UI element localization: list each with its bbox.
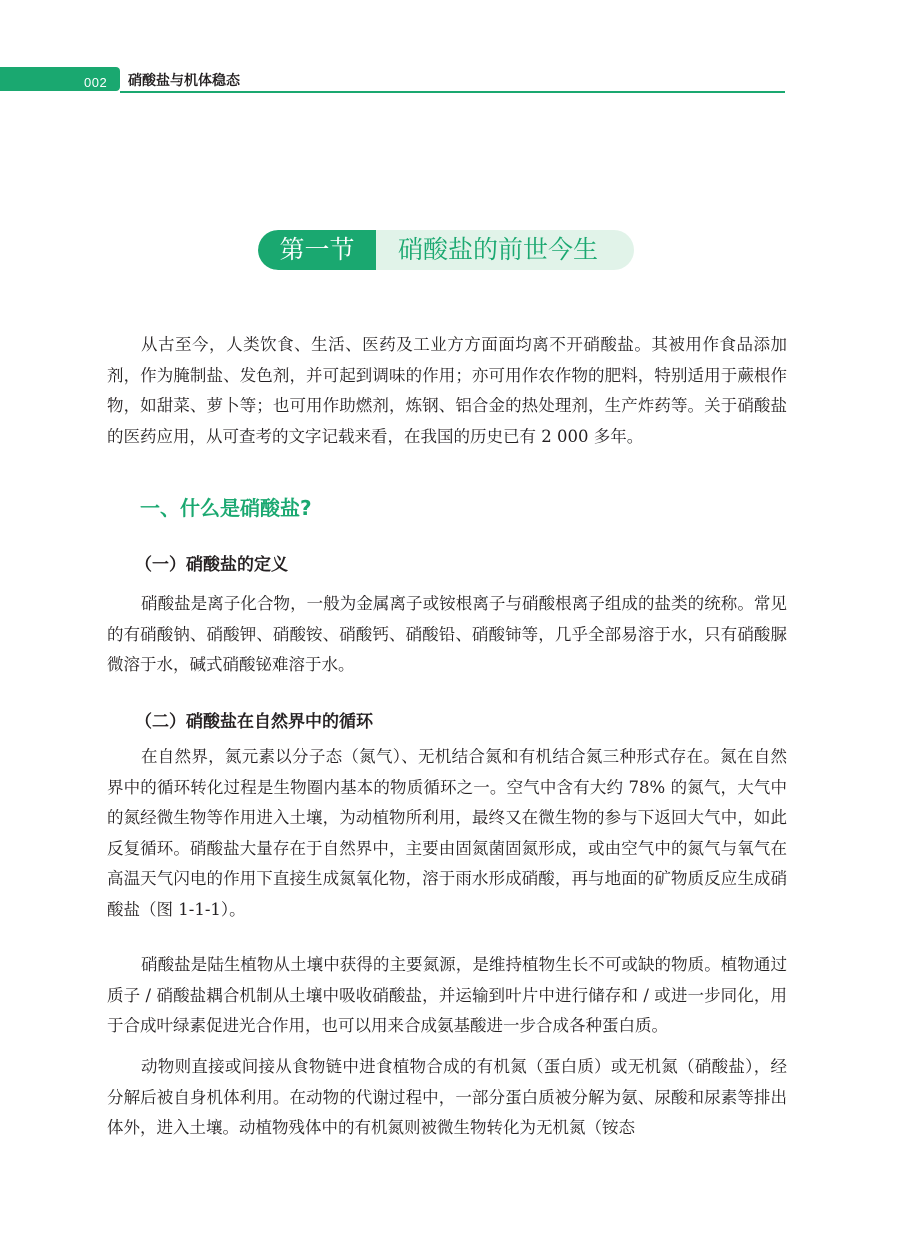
subheading-nature-cycle: （二）硝酸盐在自然界中的循环 [135,712,373,732]
page-header [0,64,790,94]
running-head-title: 硝酸盐与机体稳态 [128,73,240,89]
heading-what-is-nitrate: 一、什么是硝酸盐? [140,496,312,520]
intro-paragraph: 从古至今，人类饮食、生活、医药及工业方方面面均离不开硝酸盐。其被用作食品添加剂，作为腌制盐、发色剂，并可起到调味的作用；亦可用作农作物的肥料，特别适用于蕨根作物，如甜菜、萝卜等；也可用作助燃剂，炼钢、铝合金的热处理剂，生产炸药等。关于硝酸盐的医药应用，从可查考的文字记载来看，在我国的历史已有 2 000 多年。 [107,335,787,446]
subheading-definition: （一）硝酸盐的定义 [135,555,288,575]
section-title: 硝酸盐的前世今生 [398,235,599,264]
section-number: 第一节 [258,230,376,270]
page-number-tab [0,67,120,91]
definition-paragraph: 硝酸盐是离子化合物，一般为金属离子或铵根离子与硝酸根离子组成的盐类的统称。常见的有硝酸钠、硝酸钾、硝酸铵、硝酸钙、硝酸铅、硝酸铈等，几乎全部易溶于水，只有硝酸脲微溶于水，碱式硝酸铋难溶于水。 [107,594,787,674]
section-heading [258,230,634,270]
cycle-paragraph-3: 动物则直接或间接从食物链中进食植物合成的有机氮（蛋白质）或无机氮（硝酸盐），经分解后被自身机体利用。在动物的代谢过程中，一部分蛋白质被分解为氨、尿酸和尿素等排出体外，进入土壤。动植物残体中的有机氮则被微生物转化为无机氮（铵态 [107,1057,787,1137]
cycle-paragraph-2: 硝酸盐是陆生植物从土壤中获得的主要氮源，是维持植物生长不可或缺的物质。植物通过质子 / 硝酸盐耦合机制从土壤中吸收硝酸盐，并运输到叶片中进行储存和 / 或进一步同化，用于合成叶绿素促进光合作用，也可以用来合成氨基酸进一步合成各种蛋白质。 [107,955,787,1035]
header-rule [120,91,785,93]
cycle-paragraph-1: 在自然界，氮元素以分子态（氮气）、无机结合氮和有机结合氮三种形式存在。氮在自然界中的循环转化过程是生物圈内基本的物质循环之一。空气中含有大约 78% 的氮气，大气中的氮经微生物等作用进入土壤，为动植物所利用，最终又在微生物的参与下返回大气中，如此反复循环。硝酸盐大量存在于自然界中，主要由固氮菌固氮形成，或由空气中的氮气与氧气在高温天气闪电的作用下直接生成氮氧化物，溶于雨水形成硝酸，再与地面的矿物质反应生成硝酸盐（图 1-1-1）。 [107,747,787,919]
page-number: 002 [84,75,108,90]
